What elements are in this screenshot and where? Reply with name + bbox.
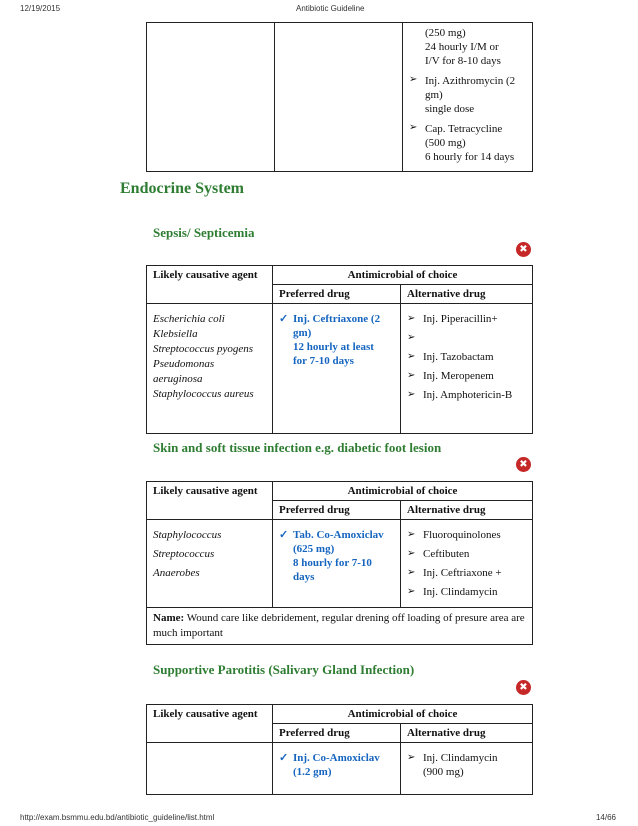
close-icon[interactable]: ✖	[516, 242, 531, 257]
arrow-icon: ➢	[407, 529, 416, 540]
check-icon: ✓	[279, 529, 289, 541]
alt-text: Inj. Piperacillin+	[423, 313, 498, 325]
pref-line: gm)	[293, 327, 312, 339]
alt-item	[407, 388, 526, 402]
alt-item	[407, 312, 526, 326]
note-cell	[147, 608, 533, 645]
alt-text: Inj. Ceftriaxone +	[423, 567, 502, 579]
arrow-icon: ➢	[407, 548, 416, 559]
alternatives-cell	[401, 743, 533, 795]
footer-page: 14/66	[595, 813, 616, 822]
arrow-icon: ➢	[407, 351, 416, 362]
close-icon[interactable]: ✖	[516, 457, 531, 472]
choice-header: Antimicrobial of choice	[273, 482, 533, 501]
agents-cell	[147, 743, 273, 795]
preferred-header: Preferred drug	[273, 285, 401, 304]
top-item-line: Inj. Azithromycin (2	[425, 75, 516, 87]
header-date: 12/19/2015	[20, 4, 61, 13]
pref-line: 8 hourly for 7-10	[293, 557, 372, 569]
skin-table	[146, 481, 533, 645]
arrow-icon: ➢	[407, 567, 416, 578]
alt-text: Inj. Amphotericin-B	[423, 389, 513, 401]
alt-item	[407, 350, 526, 364]
top-col-3	[403, 23, 533, 172]
check-icon: ✓	[279, 313, 289, 325]
agents-cell	[147, 304, 273, 434]
agent-header: Likely causative agent	[147, 266, 273, 304]
choice-header: Antimicrobial of choice	[273, 705, 533, 724]
close-icon[interactable]: ✖	[516, 680, 531, 695]
alt-item	[407, 585, 526, 599]
arrow-icon: ➢	[407, 752, 416, 763]
alt-text: Inj. Clindamycin	[423, 752, 498, 764]
alt-item	[407, 331, 526, 345]
top-item-line: Cap. Tetracycline	[425, 123, 503, 135]
agent: Streptococcus pyogens	[153, 343, 254, 355]
top-line: I/V for 8-10 days	[425, 55, 501, 67]
agent: aeruginosa	[153, 373, 203, 385]
header-title: Antibiotic Guideline	[296, 4, 365, 13]
section-title: Supportive Parotitis (Salivary Gland Infection)	[153, 662, 415, 677]
arrow-icon: ➢	[407, 389, 416, 400]
preferred-header: Preferred drug	[273, 501, 401, 520]
preferred-cell	[273, 743, 401, 795]
agent: Escherichia coli	[153, 313, 225, 325]
alt-text: Fluoroquinolones	[423, 529, 501, 541]
agent: Streptococcus	[153, 548, 215, 560]
alt-item	[407, 369, 526, 383]
alt-item	[407, 547, 526, 561]
alt-text: Inj. Tazobactam	[423, 351, 494, 363]
top-col-2	[275, 23, 403, 172]
alt-item	[407, 528, 526, 542]
agent-header: Likely causative agent	[147, 482, 273, 520]
arrow-icon: ➢	[407, 332, 416, 343]
pref-line: Inj. Ceftriaxone (2	[293, 313, 381, 325]
top-line: 24 hourly I/M or	[425, 41, 499, 53]
arrow-icon: ➢	[407, 586, 416, 597]
alt-text: Ceftibuten	[423, 548, 470, 560]
alt-text: (900 mg)	[423, 766, 464, 778]
alternative-header: Alternative drug	[401, 501, 533, 520]
agent-header: Likely causative agent	[147, 705, 273, 743]
section-title: Sepsis/ Septicemia	[153, 225, 255, 240]
agent: Staphylococcus	[153, 529, 222, 541]
agent: Staphylococcus aureus	[153, 388, 254, 400]
agent: Pseudomonas	[153, 358, 215, 370]
pref-line: 12 hourly at least	[293, 341, 374, 353]
pref-line: days	[293, 571, 315, 583]
top-item-line: (500 mg)	[425, 137, 466, 149]
sepsis-table	[146, 265, 533, 434]
pref-line: Inj. Co-Amoxiclav	[293, 752, 380, 764]
top-item-line: single dose	[425, 103, 475, 115]
endocrine-title: Endocrine System	[120, 180, 244, 197]
alt-text: Inj. Clindamycin	[423, 586, 498, 598]
alternative-header: Alternative drug	[401, 724, 533, 743]
alternatives-cell	[401, 520, 533, 608]
top-item-line: gm)	[425, 89, 443, 101]
preferred-cell	[273, 304, 401, 434]
alternatives-cell	[401, 304, 533, 434]
top-line: (250 mg)	[425, 27, 466, 39]
arrow-icon: ➢	[409, 122, 418, 133]
pref-line: Tab. Co-Amoxiclav	[293, 529, 384, 541]
top-item	[409, 122, 526, 164]
note-label: Name:	[153, 612, 185, 624]
pref-line: for 7-10 days	[293, 355, 354, 367]
arrow-icon: ➢	[407, 313, 416, 324]
alt-item	[407, 751, 526, 779]
choice-header: Antimicrobial of choice	[273, 266, 533, 285]
note-text: Wound care like debridement, regular drening off loading of presure area are much important	[153, 612, 525, 639]
check-icon: ✓	[279, 752, 289, 764]
section-title: Skin and soft tissue infection e.g. diabetic foot lesion	[153, 440, 442, 455]
pref-line: (1.2 gm)	[293, 766, 332, 778]
preferred-header: Preferred drug	[273, 724, 401, 743]
arrow-icon: ➢	[409, 74, 418, 85]
agent: Klebsiella	[153, 328, 198, 340]
parotitis-table	[146, 704, 533, 795]
arrow-icon: ➢	[407, 370, 416, 381]
top-item	[409, 74, 526, 116]
top-item-line: 6 hourly for 14 days	[425, 151, 515, 163]
footer-url[interactable]: http://exam.bsmmu.edu.bd/antibiotic_guideline/list.html	[20, 813, 215, 822]
agents-cell	[147, 520, 273, 608]
top-table	[146, 22, 533, 172]
alt-text: Inj. Meropenem	[423, 370, 494, 382]
agent: Anaerobes	[153, 567, 200, 579]
preferred-cell	[273, 520, 401, 608]
alternative-header: Alternative drug	[401, 285, 533, 304]
alt-item	[407, 566, 526, 580]
top-col-1	[147, 23, 275, 172]
pref-line: (625 mg)	[293, 543, 335, 555]
